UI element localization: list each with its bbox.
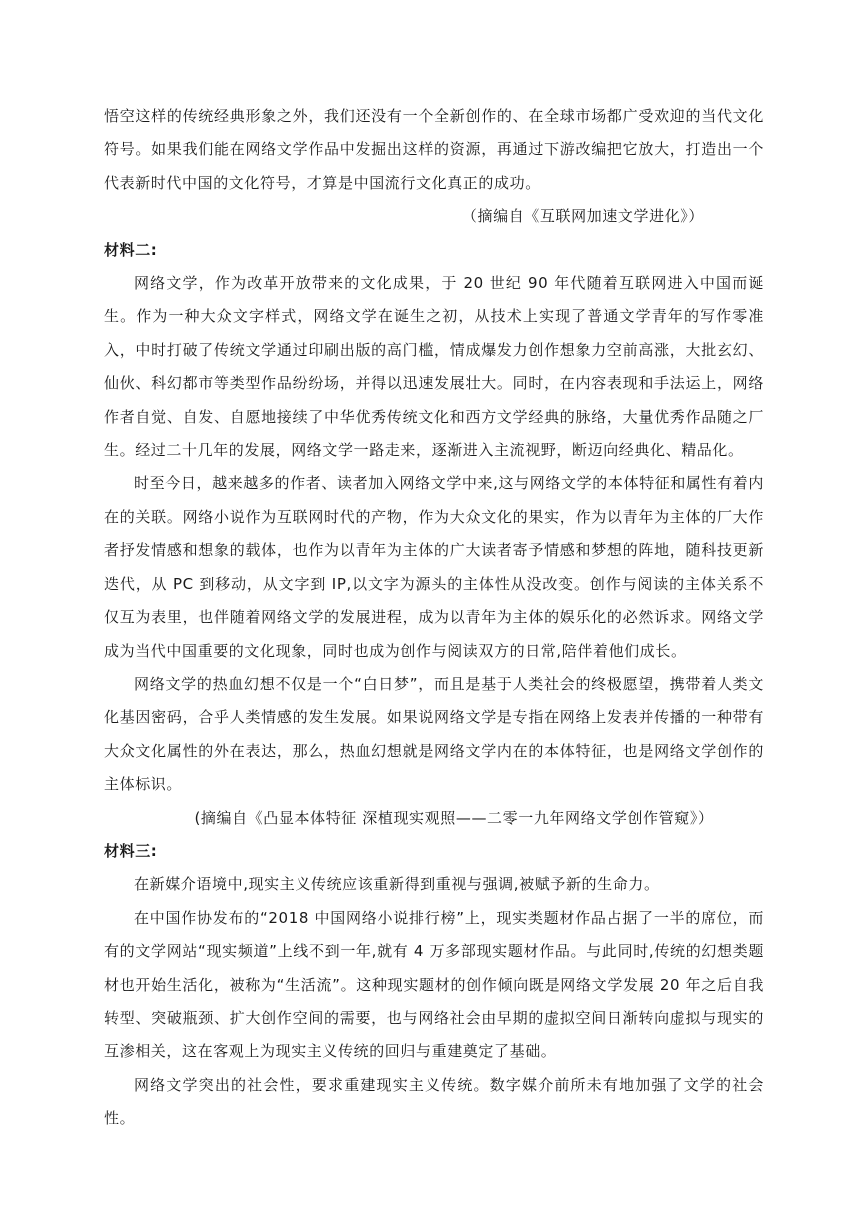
paragraph: 网络文学，作为改革开放带来的文化成果，于 20 世纪 90 年代随着互联网进入中国而诞生。作为一种大众文字样式，网络文学在诞生之初，从技术上实现了普通文学青年的写作零准入，中时打破了传统文学通过印刷出版的高门槛，情成爆发力创作想象力空前高涨，大批玄幻、仙伙、科幻都市等类型作品纷纷场，并得以迅速发展壮大。同时，在内容表现和手法运上，网络作者自觉、自发、自愿地接续了中华优秀传统文化和西方文学经典的脉络，大量优秀作品随之厂生。经过二十几年的发展，网络文学一路走来，逐渐进入主流视野，断迈向经典化、精品化。 [104, 274, 764, 460]
paragraph: 时至今日，越来越多的作者、读者加入网络文学中来,这与网络文学的本体特征和属性有着内在的关联。网络小说作为互联网时代的产物，作为大众文化的果实，作为以青年为主体的厂大作者抒发情感和想象的载体，也作为以青年为主体的广大读者寄予情感和梦想的阵地，随科技更新迭代，从 PC 到移动，从文字到 IP,以文字为源头的主体性从没改变。创作与阅读的主体关系不仅互为表里，也伴随着网络文学的发展进程，成为以青年为主体的娱乐化的必然诉求。网络文学成为当代中国重要的文化现象，同时也成为创作与阅读双方的日常,陪伴着他们成长。 [104, 474, 764, 660]
paragraph: 在中国作协发布的“2018 中国网络小说排行榜”上，现实类题材作品占据了一半的席位，而有的文学网站“现实频道”上线不到一年,就有 4 万多部现实题材作品。与此同时,传统的幻想类题材也开始生活化，被称为“生活流”。这种现实题材的创作倾向既是网络文学发展 20 年之后自我转型、突破瓶颈、扩大创作空间的需要，也与网络社会由早期的虚拟空间日渐转向虚拟与现实的互渗相关，这在客观上为现实主义传统的回归与重建奠定了基础。 [104, 908, 764, 1061]
paragraph: 在新媒介语境中,现实主义传统应该重新得到重视与强调,被赋予新的生命力。 [134, 875, 660, 894]
source-citation: (摘编自《凸显本体特征 深植现实观照——二零一九年网络文学创作管窥》） [194, 808, 714, 827]
source-citation: （摘编自《互联网加速文学进化》） [461, 207, 704, 226]
section-heading: 材料二: [104, 240, 158, 259]
paragraph: 悟空这样的传统经典形象之外，我们还没有一个全新创作的、在全球市场都广受欢迎的当代文化符号。如果我们能在网络文学作品中发掘出这样的资源，再通过下游改编把它放大，打造出一个代表新时代中国的文化符号，才算是中国流行文化真正的成功。 [104, 107, 764, 192]
paragraph: 网络文学的热血幻想不仅是一个“白日梦”，而且是基于人类社会的终极愿望，携带着人类文化基因密码，合乎人类情感的发生发展。如果说网络文学是专指在网络上发表并传播的一种带有大众文化属性的外在表达，那么，热血幻想就是网络文学内在的本体特征，也是网络文学创作的主体标识。 [104, 674, 764, 794]
paragraph: 网络文学突出的社会性，要求重建现实主义传统。数字媒介前所未有地加强了文学的社会性。 [104, 1075, 764, 1128]
section-heading: 材料三: [104, 841, 158, 860]
